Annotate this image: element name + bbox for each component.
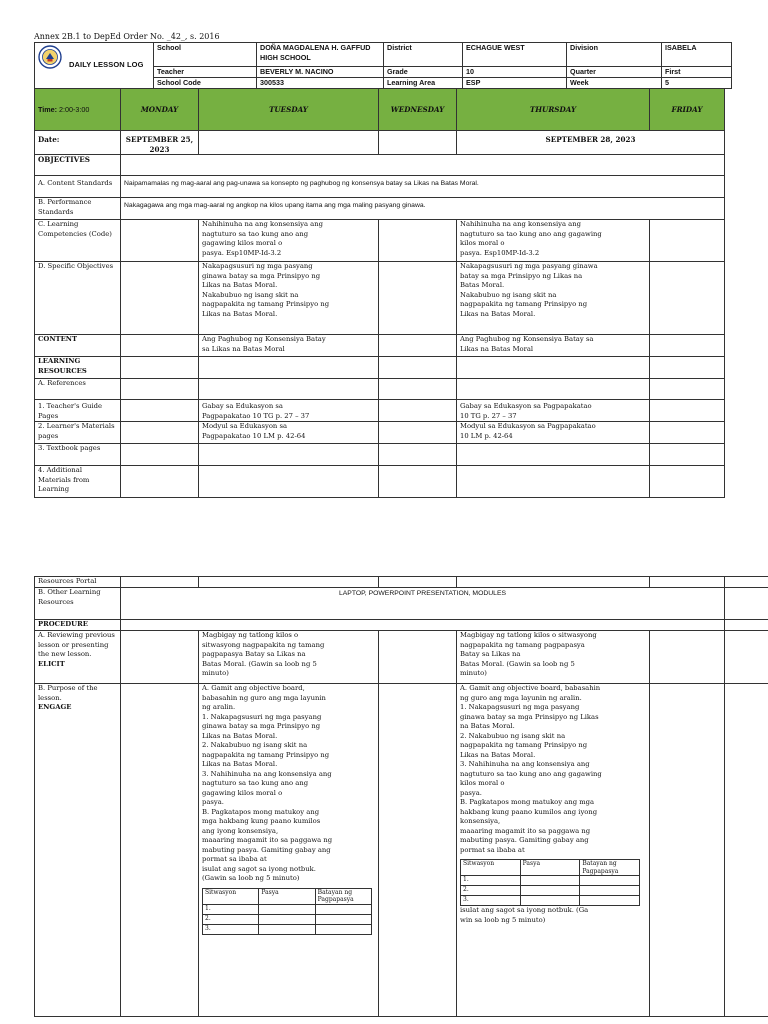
blank [259,914,315,924]
annex-reference: Annex 2B.1 to DepEd Order No. _42_, s. 2016 [34,32,220,41]
performance-standards-value: Nakagagawa ang mga mag-aaral ng angkop na kilos upang itama ang mga maling pasyang ginawa. [121,198,725,220]
ref-friday [650,379,725,400]
sitwasyon-table-tuesday [202,888,372,935]
blank [580,896,640,906]
other-resources-value: LAPTOP, POWERPOINT PRESENTATION, MODULES [121,588,725,620]
am-monday [121,466,199,498]
portal-friday [650,577,725,588]
logo-cell [35,43,154,89]
review-cell [35,631,121,684]
row-label: 1. [461,876,521,886]
col-sitwasyon: Sitwasyon [203,888,259,904]
specific-monday [121,262,199,335]
school-code-label: School Code [154,78,257,89]
deped-seal-icon [38,45,62,69]
tb-monday [121,444,199,466]
portal-extra [725,577,768,588]
tb-friday [650,444,725,466]
additional-materials-label: 4. Additional Materials from Learning [35,466,121,498]
blank [315,924,371,934]
tb-wednesday [379,444,457,466]
area-label: Learning Area [384,78,463,89]
day-monday: MONDAY [121,89,199,131]
engage-label: ENGAGE [38,703,72,711]
grade-label: Grade [384,67,463,78]
school-label: School [154,43,257,67]
ref-tuesday [199,379,379,400]
purpose-wednesday [379,684,457,1017]
tg-friday [650,400,725,422]
review-tuesday: Magbigay ng tatlong kilos o sitwasyong nagpapakita ng tamang pagpapasya Batay sa Likas na Batas Moral. (Gawin sa loob ng 5 minuto) [199,631,379,684]
procedure-blank [121,620,725,631]
time-value: 2:00-3:00 [59,104,90,114]
specific-objectives-label: D. Specific Objectives [35,262,121,335]
row-label: 3. [203,924,259,934]
blank [520,896,580,906]
content-monday [121,335,199,357]
header-table [34,42,732,89]
purpose-tuesday [199,684,379,1017]
col-batayan: Batayan ng Pagpapasya [315,888,371,904]
col-pasya: Pasya [259,888,315,904]
lm-thursday: Modyul sa Edukasyon sa Pagpapakatao 10 LM p. 42-64 [457,422,650,444]
week-label: Week [567,78,662,89]
other-resources-label: B. Other Learning Resources [35,588,121,620]
specific-tuesday: Nakapagsusuri ng mga pasyang ginawa batay sa mga Prinsipyo ng Likas na Batas Moral. Nakabubuo ng isang skit na nagpapakita ng tamang Prinsipyo ng Likas na Batas Moral. [199,262,379,335]
other-extra [725,588,768,620]
purpose-thursday-text: A. Gamit ang objective board, babasahin ng guro ang mga layunin ng aralin. 1. Nakapagsusuri ng mga pasyang ginawa batay sa mga Prinsipyo ng Likas na Batas Moral. 2. Nakabubuo ng isang skit na nagpapakita ng tamang Prinsipyo ng Likas na Batas Moral. 3. Nahihinuha na ang konsensiya ang nagtuturo sa tao kung ano ang gagawing kilos moral o pasya. B. Pagkatapos mong matukoy ang mga hakbang kung paano kumilos ang iyong konsensiya, maaaring magamit ito sa paggawa ng mabuting pasya. Gamiting gabay ang pormat sa ibaba at [460,684,602,854]
date-wednesday [379,131,457,155]
competencies-monday [121,220,199,262]
specific-friday [650,262,725,335]
portal-label: Resources Portal [35,577,121,588]
row-label: 2. [203,914,259,924]
procedure-extra [725,620,768,631]
tb-tuesday [199,444,379,466]
purpose-cell [35,684,121,1017]
row-label: 3. [461,896,521,906]
school-value: DOÑA MAGDALENA H. GAFFUD HIGH SCHOOL [257,43,384,67]
content-thursday: Ang Paghubog ng Konsensiya Batay sa Likas na Batas Moral [457,335,650,357]
ref-wednesday [379,379,457,400]
blank [520,886,580,896]
day-wednesday: WEDNESDAY [379,89,457,131]
ref-monday [121,379,199,400]
purpose-label: B. Purpose of the lesson. [38,684,98,702]
competencies-wednesday [379,220,457,262]
am-thursday [457,466,650,498]
date-monday: SEPTEMBER 25, 2023 [121,131,199,155]
content-tuesday: Ang Paghubog ng Konsensiya Batay sa Likas na Batas Moral [199,335,379,357]
area-value: ESP [463,78,567,89]
blank [580,886,640,896]
competencies-tuesday: Nahihinuha na ang konsensiya ang nagtuturo sa tao kung ano ang gagawing kilos moral o pasya. Esp10MP-Id-3.2 [199,220,379,262]
time-label: Time: [38,104,58,114]
lm-wednesday [379,422,457,444]
portal-thursday [457,577,650,588]
tg-monday [121,400,199,422]
date-thursday: SEPTEMBER 28, 2023 [457,131,725,155]
lr-wednesday [379,357,457,379]
district-label: District [384,43,463,67]
division-value: ISABELA [662,43,732,67]
lr-friday [650,357,725,379]
performance-standards-label: B. Performance Standards [35,198,121,220]
blank [259,924,315,934]
content-standards-label: A. Content Standards [35,176,121,198]
purpose-tuesday-text: A. Gamit ang objective board, babasahin ng guro ang mga layunin ng aralin. 1. Nakapagsusuri ng mga pasyang ginawa batay sa mga Prinsipyo ng Likas na Batas Moral. 2. Nakabubuo ng isang skit na nagpapakita ng tamang Prinsipyo ng Likas na Batas Moral. 3. Nahihinuha na ang konsensiya ang nagtuturo sa tao kung ano ang gagawing kilos moral o pasya. B. Pagkatapos mong matukoy ang mga hakbang kung paano kumilos ang iyong konsensiya, maaaring magamit ito sa paggawa ng mabuting pasya. Gamiting gabay ang pormat sa ibaba at isulat ang sagot sa iyong notbuk. (Gawin sa loob ng 5 minuto) [202,684,333,882]
purpose-extra [725,684,768,1017]
elicit-label: ELICIT [38,659,65,668]
tg-wednesday [379,400,457,422]
lm-tuesday: Modyul sa Edukasyon sa Pagpapakatao 10 LM p. 42-64 [199,422,379,444]
blank [315,914,371,924]
blank [580,876,640,886]
competencies-label: C. Learning Competencies (Code) [35,220,121,262]
blank [259,904,315,914]
lm-label: 2. Learner's Materials pages [35,422,121,444]
competencies-friday [650,220,725,262]
portal-tuesday [199,577,379,588]
col-sitwasyon: Sitwasyon [461,860,521,876]
blank [520,876,580,886]
sitwasyon-table-thursday [460,859,640,906]
day-friday: FRIDAY [650,89,725,131]
division-label: Division [567,43,662,67]
review-monday [121,631,199,684]
col-batayan: Batayan ng Pagpapasya [580,860,640,876]
content-label: CONTENT [35,335,121,357]
content-wednesday [379,335,457,357]
am-friday [650,466,725,498]
lr-tuesday [199,357,379,379]
lr-monday [121,357,199,379]
purpose-friday [650,684,725,1017]
portal-wednesday [379,577,457,588]
content-friday [650,335,725,357]
day-tuesday: TUESDAY [199,89,379,131]
district-value: ECHAGUE WEST [463,43,567,67]
teacher-label: Teacher [154,67,257,78]
blank [315,904,371,914]
objectives-heading: OBJECTIVES [35,155,121,176]
quarter-label: Quarter [567,67,662,78]
date-label: Date: [35,131,121,155]
am-wednesday [379,466,457,498]
lm-monday [121,422,199,444]
tb-thursday [457,444,650,466]
review-wednesday [379,631,457,684]
purpose-thursday [457,684,650,1017]
am-tuesday [199,466,379,498]
review-thursday: Magbigay ng tatlong kilos o sitwasyong nagpapakita ng tamang pagpapasya Batay sa Likas na Batas Moral. (Gawin sa loob ng 5 minuto) [457,631,650,684]
col-pasya: Pasya [520,860,580,876]
review-extra [725,631,768,684]
content-standards-value: Naipamamalas ng mag-aaral ang pag-unawa sa konsepto ng paghubog ng konsensya batay sa Likas na Batas Moral. [121,176,725,198]
quarter-value: First [662,67,732,78]
review-friday [650,631,725,684]
portal-monday [121,577,199,588]
specific-thursday: Nakapagsusuri ng mga pasyang ginawa batay sa mga Prinsipyo ng Likas na Batas Moral. Nakabubuo ng isang skit na nagpapakita ng tamang Prinsipyo ng Likas na Batas Moral. [457,262,650,335]
grade-value: 10 [463,67,567,78]
competencies-thursday: Nahihinuha na ang konsensiya ang nagtuturo sa tao kung ano ang gagawing kilos moral o pasya. Esp10MP-Id-3.2 [457,220,650,262]
tg-label: 1. Teacher's Guide Pages [35,400,121,422]
tg-thursday: Gabay sa Edukasyon sa Pagpapakatao 10 TG p. 27 – 37 [457,400,650,422]
log-title: DAILY LESSON LOG [69,60,144,69]
objectives-blank [121,155,725,176]
specific-wednesday [379,262,457,335]
ref-thursday [457,379,650,400]
lm-friday [650,422,725,444]
purpose-monday [121,684,199,1017]
lesson-log-table-page-1 [34,88,725,498]
week-value: 5 [662,78,732,89]
teacher-value: BEVERLY M. NACINO [257,67,384,78]
row-label: 1. [203,904,259,914]
school-code-value: 300533 [257,78,384,89]
tg-tuesday: Gabay sa Edukasyon sa Pagpapakatao 10 TG p. 27 – 37 [199,400,379,422]
time-cell [35,89,121,131]
textbook-label: 3. Textbook pages [35,444,121,466]
review-label: A. Reviewing previous lesson or presenting the new lesson. [38,631,115,658]
thursday-after-table: isulat ang sagot sa iyong notbuk. (Ga win sa loob ng 5 minuto) [460,906,589,924]
day-thursday: THURSDAY [457,89,650,131]
lesson-log-table-page-2 [34,576,768,1017]
references-label: A. References [35,379,121,400]
learning-resources-heading: LEARNING RESOURCES [35,357,121,379]
procedure-heading: PROCEDURE [35,620,121,631]
lr-thursday [457,357,650,379]
date-tuesday [199,131,379,155]
row-label: 2. [461,886,521,896]
